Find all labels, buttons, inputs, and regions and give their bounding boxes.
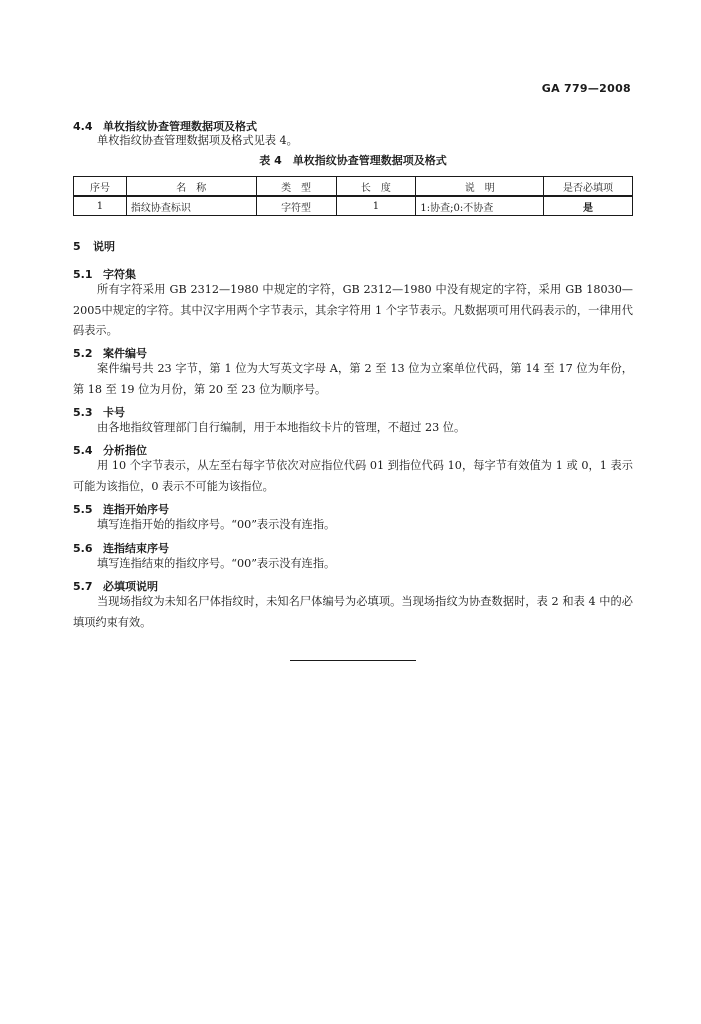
section-5-6-text: 填写连指结束的指纹序号。“00”表示没有连指。: [97, 557, 336, 570]
section-title: 连指结束序号: [103, 542, 169, 555]
column-header: 类 型: [256, 177, 336, 197]
section-5-4-text: 用 10 个字节表示，从左至右每字节依次对应指位代码 01 到指位代码 10，每字节有效值为 1 或 0，1 表示可能为该指位，0 表示不可能为该指位。: [73, 459, 633, 493]
section-5-heading: [73, 238, 115, 254]
section-number: 5: [73, 240, 81, 253]
section-5-3-text: 由各地指纹管理部门自行编制，用于本地指纹卡片的管理，不超过 23 位。: [97, 421, 466, 434]
section-title: 字符集: [103, 268, 136, 281]
section-title: 卡号: [103, 406, 125, 419]
table-4: [73, 176, 633, 216]
section-5-7-text: 当现场指纹为未知名尸体指纹时，未知名尸体编号为必填项。当现场指纹为协查数据时，表 2 和表 4 中的必填项约束有效。: [73, 595, 633, 629]
section-title: 案件编号: [103, 347, 147, 360]
table-cell: 1: [336, 196, 416, 216]
standard-code: GA 779—2008: [541, 82, 631, 95]
section-4-4-intro: 单枚指纹协查管理数据项及格式见表 4。: [97, 134, 298, 147]
section-number: 5.4: [73, 444, 93, 457]
section-title: 必填项说明: [103, 580, 158, 593]
table-cell: 1:协查;0:不协查: [416, 196, 544, 216]
column-header: 是否必填项: [544, 177, 633, 197]
section-5-5-text: 填写连指开始的指纹序号。“00”表示没有连指。: [97, 518, 336, 531]
section-number: 5.1: [73, 268, 93, 281]
column-header: 序号: [74, 177, 127, 197]
section-title: 单枚指纹协查管理数据项及格式: [103, 120, 257, 133]
table-row: [74, 196, 633, 216]
column-header: 说 明: [416, 177, 544, 197]
section-5-1-text: 所有字符采用 GB 2312—1980 中规定的字符，GB 2312—1980 中没有规定的字符，采用 GB 18030—2005中规定的字符。其中汉字用两个字节表示，其余字符用 1 个字节表示。凡数据项可用代码表示的，一律用代码表示。: [73, 283, 633, 337]
section-number: 5.3: [73, 406, 93, 419]
table-cell: 指纹协查标识: [126, 196, 256, 216]
section-title: 分析指位: [103, 444, 147, 457]
column-header: 名 称: [126, 177, 256, 197]
section-5-2-text: 案件编号共 23 字节，第 1 位为大写英文字母 A，第 2 至 13 位为立案单位代码，第 14 至 17 位为年份，第 18 至 19 位为月份，第 20 至 23 位为顺序号。: [73, 362, 633, 396]
table-4-caption: 表 4 单枚指纹协查管理数据项及格式: [259, 154, 447, 167]
table-cell: 是: [544, 196, 633, 216]
column-header: 长 度: [336, 177, 416, 197]
end-rule: [290, 660, 416, 661]
table-cell: 字符型: [256, 196, 336, 216]
table-header-row: [74, 177, 633, 197]
section-number: 5.5: [73, 503, 93, 516]
table-cell: 1: [74, 196, 127, 216]
section-number: 5.7: [73, 580, 93, 593]
section-number: 5.6: [73, 542, 93, 555]
section-title: 说明: [93, 240, 115, 253]
section-number: 4.4: [73, 120, 93, 133]
section-title: 连指开始序号: [103, 503, 169, 516]
section-number: 5.2: [73, 347, 93, 360]
